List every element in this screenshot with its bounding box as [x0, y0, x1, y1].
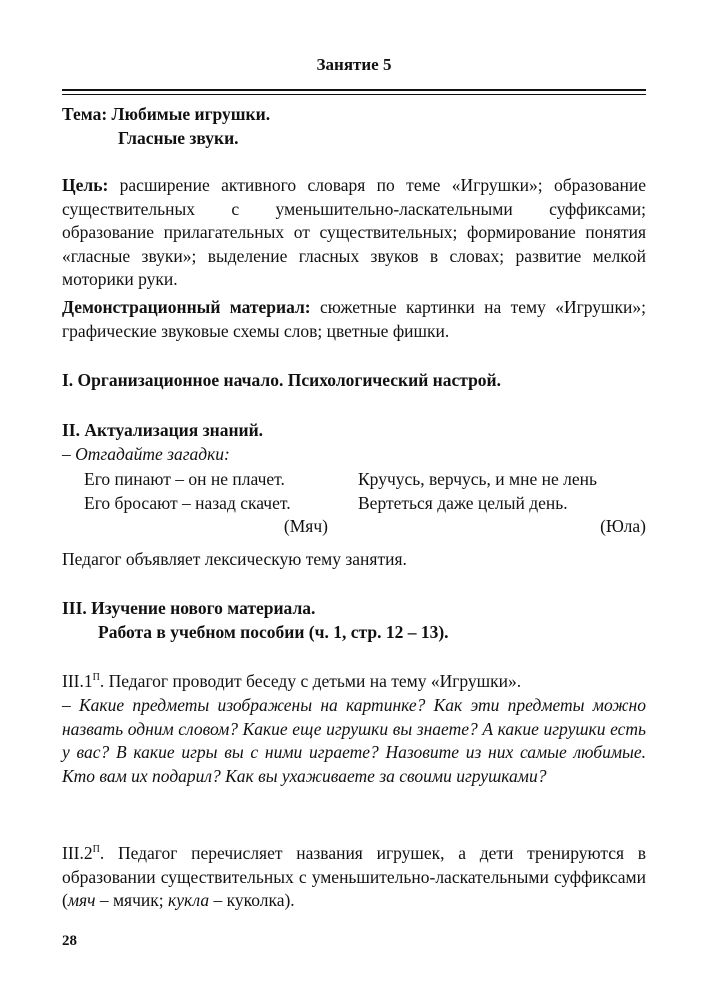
teacher-note: Педагог объявляет лексическую тему занятия.: [62, 549, 407, 569]
goal-paragraph: [62, 174, 646, 292]
goal-label: Цель:: [62, 175, 109, 195]
section1-heading: I. Организационное начало. Психологический настрой.: [62, 370, 502, 390]
item-3-2-number: III.2: [62, 843, 93, 863]
riddle-2: [358, 468, 646, 539]
example-word-1: мяч: [67, 890, 96, 910]
riddles-prompt: – Отгадайте загадки:: [62, 444, 230, 464]
header-rule-thin: [62, 94, 646, 95]
item-3-2-sup: П: [92, 844, 100, 855]
example-rest-2: – куколка).: [209, 890, 295, 910]
item-3-1-text: . Педагог проводит беседу с детьми на тему «Игрушки».: [99, 671, 522, 691]
riddle-2-line1: Кручусь, верчусь, и мне не лень: [358, 469, 597, 489]
item-3-1-intro: [62, 670, 646, 694]
goal-text: расширение активного словаря по теме «Игрушки»; образование существительных с уменьшительно-ласкательными суффиксами; образование прилагательных от существительных; формирование понятия «гласные звуки»; выделение гласных звуков в словах; развитие мелкой моторики руки.: [62, 175, 646, 289]
example-word-2: кукла: [168, 890, 210, 910]
topic-line1: Любимые игрушки.: [111, 104, 271, 124]
page-number: 28: [62, 933, 77, 949]
demo-text: сюжетные картинки на тему «Игрушки»; графические звуковые схемы слов; цветные фишки.: [62, 297, 646, 341]
riddle-1-line2: Его бросают – назад скачет.: [84, 492, 291, 513]
riddle-1-line1: Его пинают – он не плачет.: [84, 469, 285, 489]
riddle-2-answer: (Юла): [600, 516, 646, 536]
item-3-2-text: . Педагог перечисляет названия игрушек, а дети тренируются в образовании существительных с уменьшительно-ласкательными суффиксами (: [62, 843, 646, 910]
riddle-1-answer: (Мяч): [283, 516, 328, 536]
demo-paragraph: [62, 296, 646, 343]
item-3-1-number: III.1: [62, 671, 93, 691]
example-rest-1: – мячик;: [95, 890, 169, 910]
item-3-2-paragraph: [62, 842, 646, 913]
item-3-1-sup: П: [92, 672, 100, 683]
riddle-2-line2: Вертеться даже целый день.: [358, 492, 568, 513]
topic-block: [62, 103, 646, 150]
lesson-title: Занятие 5: [316, 55, 392, 74]
topic-line2: Гласные звуки.: [118, 127, 239, 148]
section2-heading: II. Актуализация знаний.: [62, 420, 264, 440]
riddle-1: [84, 468, 334, 539]
header-rule-thick: [62, 89, 646, 91]
section3-subheading: Работа в учебном пособии (ч. 1, стр. 12 – 13).: [98, 622, 449, 642]
topic-label: Тема:: [62, 104, 108, 124]
section3-heading: III. Изучение нового материала.: [62, 598, 316, 618]
item-3-1-questions: – Какие предметы изображены на картинке? Как эти предметы можно назвать одним словом? Какие еще игрушки вы знаете? А какие игрушки есть у вас? В какие игры вы с ними играете? Назовите из них самые любимые. Кто вам их подарил? Как вы ухаживаете за своими игрушками?: [62, 695, 646, 786]
demo-label: Демонстрационный материал:: [62, 297, 311, 317]
